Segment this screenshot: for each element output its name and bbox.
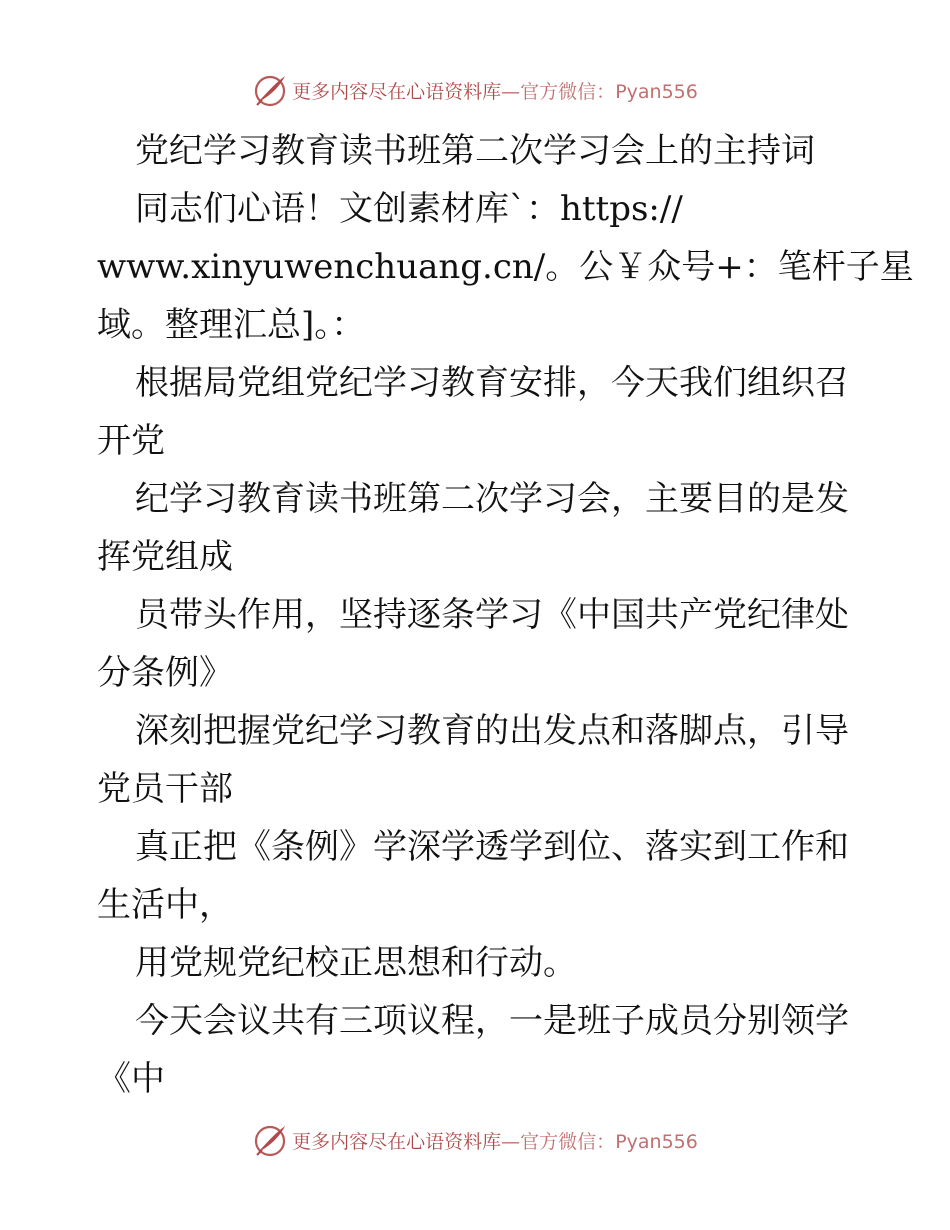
watermark-separator: — (501, 1130, 521, 1153)
watermark-official: 官方微信： (520, 1130, 616, 1153)
watermark-official: 官方微信： (520, 80, 616, 103)
document-body (97, 122, 914, 1108)
feather-pen-logo-icon (252, 1122, 288, 1158)
watermark-separator: — (501, 80, 521, 103)
watermark-text (292, 1127, 698, 1154)
watermark-text (292, 77, 698, 104)
text-line: 深刻把握党纪学习教育的出发点和落脚点，引导 (135, 711, 849, 751)
text-line: www.xinyuwenchuang.cn/。公￥众号+：笔杆子星 (97, 247, 914, 287)
text-line: 真正把《条例》学深学透学到位、落实到工作和 (135, 827, 849, 867)
watermark-brand: 更多内容尽在心语资料库 (292, 1130, 502, 1153)
feather-pen-logo-icon (252, 72, 288, 108)
watermark-wechat-id: Pyan556 (615, 80, 698, 103)
text-line: 党员干部 (97, 769, 233, 809)
watermark-wechat-id: Pyan556 (615, 1130, 698, 1153)
text-line: 挥党组成 (97, 537, 233, 577)
text-line: 用党规党纪校正思想和行动。 (135, 943, 577, 983)
header-watermark (0, 70, 950, 110)
text-line: 纪学习教育读书班第二次学习会，主要目的是发 (135, 479, 849, 519)
text-line: 根据局党组党纪学习教育安排，今天我们组织召 (135, 363, 849, 403)
text-line: 同志们心语！文创素材库`：https:// (135, 189, 683, 229)
text-line: 开党 (97, 421, 165, 461)
watermark-brand: 更多内容尽在心语资料库 (292, 80, 502, 103)
text-line: 域。整理汇总]。： (97, 305, 366, 345)
text-line: 《中 (97, 1059, 165, 1099)
footer-watermark (0, 1120, 950, 1160)
text-line: 生活中， (97, 885, 233, 925)
text-line: 今天会议共有三项议程，一是班子成员分别领学 (135, 1001, 849, 1041)
text-line: 分条例》 (97, 653, 233, 693)
text-line: 员带头作用，坚持逐条学习《中国共产党纪律处 (135, 595, 849, 635)
document-title: 党纪学习教育读书班第二次学习会上的主持词 (135, 131, 815, 171)
